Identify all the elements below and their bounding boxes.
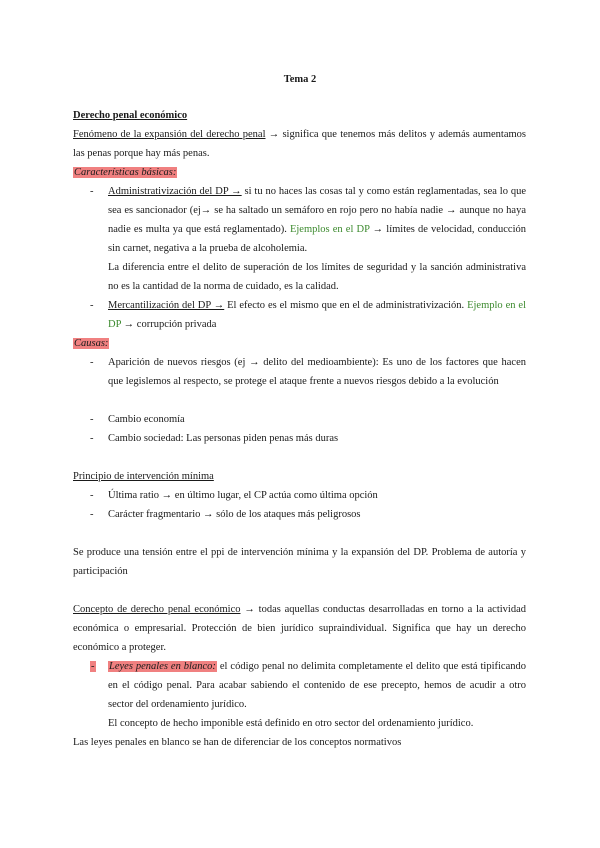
list-item: Carácter fragmentario → sólo de los ataques más peligrosos — [108, 509, 361, 520]
leyes-item — [108, 657, 526, 714]
tension-paragraph: Se produce una tensión entre el ppi de intervención mínima y la expansión del DP. Problema de autoría y participación — [73, 547, 526, 577]
bullet-marker: - — [90, 509, 94, 520]
concepto-term: Concepto de derecho penal económico — [73, 604, 241, 615]
caracteristicas-label: Características básicas: — [74, 167, 177, 178]
admin-paragraph-2: La diferencia entre el delito de superación de los límites de seguridad y la sanción administrativa no es la cantidad de la norma de cuidado, es la calidad. — [108, 262, 526, 292]
bullet-marker: - — [90, 186, 94, 197]
admin-text-2: → límites de velocidad, conducción sin carnet, negativa a la prueba de alcoholemia. — [108, 224, 526, 254]
concepto-paragraph — [73, 600, 526, 657]
leyes-text: el código penal no delimita completamente el delito que está tipificando en el código penal. Para acabar sabiendo el contenido de ese precepto, hemos de acudir a otro sector del ordenamiento jurídico. — [108, 661, 526, 710]
expansion-text: → significa que tenemos más delitos y además aumentamos las penas porque hay más penas. — [73, 129, 526, 159]
expansion-term: Fenómeno de la expansión del derecho penal — [73, 129, 266, 140]
leyes-paragraph-2: El concepto de hecho imponible está definido en otro sector del ordenamiento jurídico. — [108, 718, 474, 729]
merc-green-example: Ejemplo en el DP — [108, 300, 526, 330]
admin-text-1: si tu no haces las cosas tal y como están reglamentadas, sea lo que sea es sancionador (ej→ se ha saltado un semáforo en rojo pero no había nadie → aunque no haya nadie es multa ya que está reglamentado). — [108, 186, 526, 235]
admin-item — [108, 182, 526, 258]
principio-heading: Principio de intervención mínima — [73, 471, 214, 482]
document-title: Tema 2 — [283, 74, 317, 85]
list-item: Cambio economía — [108, 414, 185, 425]
list-item: Última ratio → en último lugar, el CP actúa como última opción — [108, 490, 378, 501]
final-line: Las leyes penales en blanco se han de diferenciar de los conceptos normativos — [73, 737, 402, 748]
causas-heading — [73, 334, 526, 353]
list-item: Aparición de nuevos riesgos (ej → delito del medioambiente): Es uno de los factores que hacen que legislemos al respecto, se protege el ataque frente a nuevos riesgos debido a la evolución — [108, 357, 526, 387]
section-heading: Derecho penal económico — [73, 110, 188, 121]
merc-term: Mercantilización del DP → — [108, 300, 225, 311]
merc-item — [108, 296, 526, 334]
leyes-term: Leyes penales en blanco: — [109, 661, 216, 672]
admin-term: Administrativización del DP → — [108, 186, 242, 197]
bullet-marker: - — [90, 490, 94, 501]
concepto-text: → todas aquellas conductas desarrolladas en torno a la actividad económica o empresarial. Protección de bien jurídico supraindividual. Significa que hay un derecho económico a proteger. — [73, 604, 526, 653]
causas-label: Causas: — [74, 338, 109, 349]
bullet-marker: - — [90, 357, 94, 368]
expansion-paragraph — [73, 125, 526, 163]
admin-green-example: Ejemplos en el DP — [289, 224, 370, 235]
bullet-marker: - — [91, 661, 95, 672]
merc-text-1: El efecto es el mismo que en el de administrativización. — [224, 300, 468, 311]
list-item: Cambio sociedad: Las personas piden penas más duras — [108, 433, 339, 444]
bullet-marker: - — [90, 433, 94, 444]
merc-text-2: → corrupción privada — [121, 319, 217, 330]
caracteristicas-heading — [73, 163, 526, 182]
bullet-marker: - — [90, 414, 94, 425]
bullet-marker: - — [90, 300, 94, 311]
